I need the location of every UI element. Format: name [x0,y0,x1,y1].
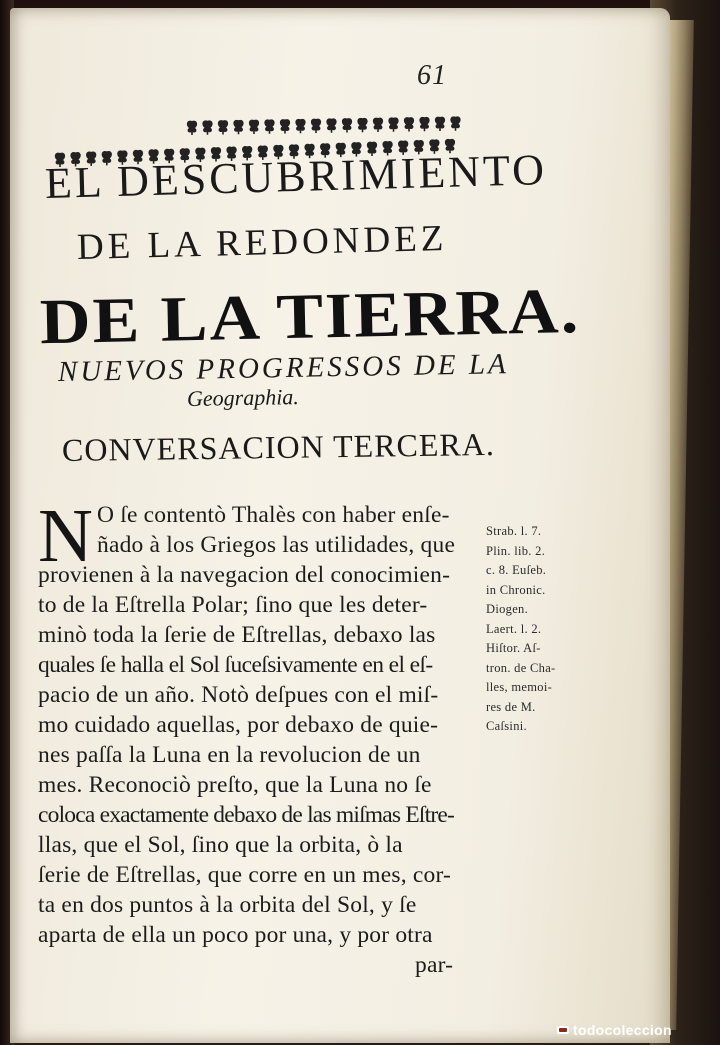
fleuron-icon [373,118,383,130]
fleuron-icon [326,118,336,130]
fleuron-stem [253,130,255,134]
margin-note-line: in Chronic. [486,582,546,597]
margin-note-line: tron. de Cha- [486,660,556,675]
fleuron-stem [284,130,286,134]
body-line: mo cuidado aquellas, por debaxo de quie- [38,712,439,738]
page-number: 61 [417,60,447,91]
fleuron-icon [435,117,445,129]
body-line: quales ſe halla el Sol ſuceſsivamente en el eſ- [38,652,433,678]
fleuron-icon [342,118,352,130]
fleuron-icon [280,119,290,131]
fleuron-stem [455,127,457,131]
subtitle-line-1: NUEVOS PROGRESSOS DE LA [57,348,509,388]
fleuron-icon [264,119,274,131]
marginal-notes [486,522,566,737]
margin-note-line: Caſsini. [486,719,527,733]
body-line: ñado à los Griegos las utilidades, que [97,532,456,558]
section-heading: CONVERSACION TERCERA. [61,425,496,468]
body-line: provienen à la navegacion del conocimien- [38,562,451,588]
fleuron-icon [233,120,243,132]
body-line: aparta de ella un poco por una, y por otra [38,922,433,948]
fleuron-stem [331,129,333,133]
title-line-1: EL DESCUBRIMIENTO [44,144,548,208]
fleuron-icon [249,120,259,132]
body-line: nes paſſa la Luna en la revolucion de un [38,742,421,768]
todocoleccion-logo-icon [556,1024,570,1036]
body-line: coloca exactamente debaxo de las miſmas Eſtre- [38,802,455,828]
fleuron-stem [424,127,426,131]
drop-cap: N [38,494,93,578]
margin-note-line: res de M. [486,699,536,714]
body-line: mes. Reconociò preſto, que la Luna no ſe [38,772,432,798]
fleuron-icon [357,118,367,130]
margin-note-line: c. 8. Euſeb. [486,563,547,577]
subtitle-line-2: Geographia. [186,384,300,411]
margin-note-line: Laert. l. 2. [486,621,542,636]
fleuron-icon [295,119,305,131]
fleuron-icon [388,117,398,129]
fleuron-icon [202,120,212,132]
fleuron-stem [300,129,302,133]
fleuron-icon [419,117,429,129]
fleuron-stem [222,131,224,135]
body-line: ta en dos puntos à la orbita del Sol, y ſe [38,892,417,918]
body-line: minò toda la ſerie de Eſtrellas, debaxo las [38,622,436,648]
fleuron-icon [404,117,414,129]
margin-note-line: Plin. lib. 2. [486,543,546,558]
title-line-2: DE LA REDONDEZ [76,217,448,268]
fleuron-stem [439,127,441,131]
fleuron-stem [377,128,379,132]
margin-note-line: Diogen. [486,602,529,616]
fleuron-stem [362,128,364,132]
fleuron-stem [269,130,271,134]
margin-note-line: Strab. l. 7. [486,524,542,538]
margin-note-line: lles, memoi- [486,680,553,694]
fleuron-stem [238,130,240,134]
fleuron-stem [315,129,317,133]
watermark [556,1022,672,1038]
fleuron-stem [408,128,410,132]
fleuron-icon [450,116,460,128]
body-line: to de la Eſtrella Polar; ſino que les deter- [38,592,428,618]
body-line: O ſe contentò Thalès con haber enſe- [97,502,450,528]
fleuron-stem [393,128,395,132]
fleuron-stem [191,131,193,135]
body-line: ſerie de Eſtrellas, que corre en un mes, cor- [38,862,452,888]
margin-note-line: Hiſtor. Aſ- [486,641,541,655]
fleuron-stem [346,129,348,133]
fleuron-icon [187,121,197,133]
body-line: par- [415,952,454,978]
fleuron-icon [311,119,321,131]
fleuron-icon [218,120,228,132]
fleuron-stem [207,131,209,135]
title-line-3: DE LA TIERRA. [39,275,581,358]
body-line: pacio de un año. Notò deſpues con el miſ- [38,682,439,708]
watermark-text: todocoleccion [573,1022,672,1038]
body-line: llas, que el Sol, ſino que la orbita, ò la [38,832,403,858]
